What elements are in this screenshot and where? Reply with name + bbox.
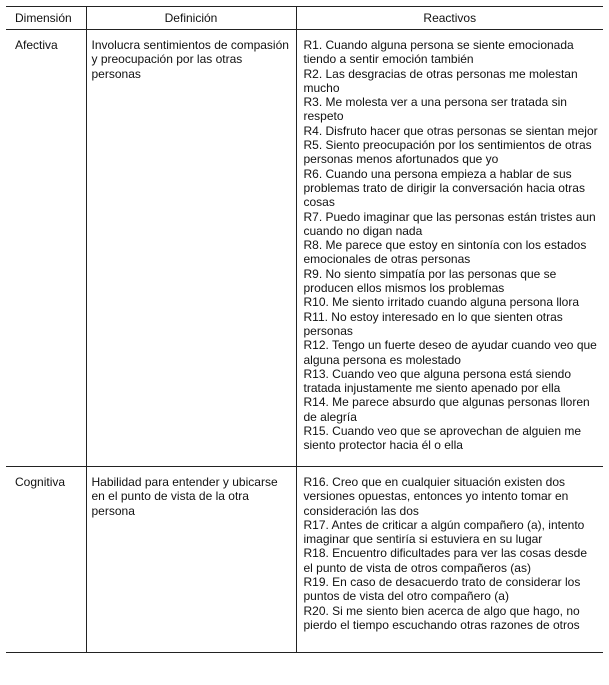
item-r12: R12. Tengo un fuerte deseo de ayudar cuando veo que alguna persona es molestado	[303, 338, 597, 367]
header-definition: Definición	[86, 7, 296, 30]
item-r20: R20. Si me siento bien acerca de algo que hago, no pierdo el tiempo escuchando otras razones de otros	[303, 603, 580, 632]
item-r8: R8. Me parece que estoy en sintonía con los estados emocionales de otras personas	[303, 238, 587, 267]
header-dimension: Dimensión	[6, 7, 86, 30]
items-cell	[296, 467, 603, 653]
item-r10: R10. Me siento irritado cuando alguna persona llora	[303, 295, 580, 310]
item-r3: R3. Me molesta ver a una persona ser tratada sin respeto	[303, 95, 567, 124]
items-cell	[296, 30, 603, 467]
table-row-affective	[6, 30, 603, 467]
empathy-dimensions-table	[6, 6, 603, 653]
item-r4: R4. Disfruto hacer que otras personas se sientan mejor	[303, 123, 598, 138]
item-r5: R5. Siento preocupación por los sentimientos de otras personas menos afortunados que yo	[303, 138, 592, 167]
item-r19: R19. En caso de desacuerdo trato de considerar los puntos de vista del otro compañero (a)	[303, 575, 581, 604]
header-row	[6, 7, 603, 30]
item-r6: R6. Cuando una persona empieza a hablar de sus problemas trato de dirigir la conversación hacia otras cosas	[303, 166, 585, 210]
header-items: Reactivos	[296, 7, 603, 30]
item-r11: R11. No estoy interesado en lo que sienten otras personas	[303, 309, 563, 338]
item-r2: R2. Las desgracias de otras personas me molestan mucho	[303, 66, 578, 95]
item-r1: R1. Cuando alguna persona se siente emocionada tiendo a sentir emoción también	[303, 38, 574, 67]
item-r14: R14. Me parece absurdo que algunas personas lloren de alegría	[303, 395, 590, 424]
item-r18: R18. Encuentro dificultades para ver las cosas desde el punto de vista de otros compañeros (as)	[303, 546, 587, 575]
definition-cell: Habilidad para entender y ubicarse en el punto de vista de la otra persona	[86, 467, 296, 653]
item-r9: R9. No siento simpatía por las personas que se producen ellos mismos los problemas	[303, 266, 557, 296]
dimension-cell: Afectiva	[6, 30, 86, 467]
dimension-cell: Cognitiva	[6, 467, 86, 653]
table-row-cognitive	[6, 467, 603, 653]
item-r15: R15. Cuando veo que se aprovechan de alguien me siento protector hacia él o ella	[303, 424, 582, 453]
item-r7: R7. Puedo imaginar que las personas están tristes aun cuando no digan nada	[303, 209, 596, 238]
item-r16: R16. Creo que en cualquier situación existen dos versiones opuestas, entonces yo intento tomar en consideración las dos	[303, 475, 569, 518]
definition-cell: Involucra sentimientos de compasión y preocupación por las otras personas	[86, 30, 296, 467]
item-r13: R13. Cuando veo que alguna persona está siendo tratada injustamente me siento apenado por ella	[303, 366, 572, 396]
item-r17: R17. Antes de criticar a algún compañero (a), intento imaginar que sentiría si estuviera en su lugar	[303, 517, 585, 547]
